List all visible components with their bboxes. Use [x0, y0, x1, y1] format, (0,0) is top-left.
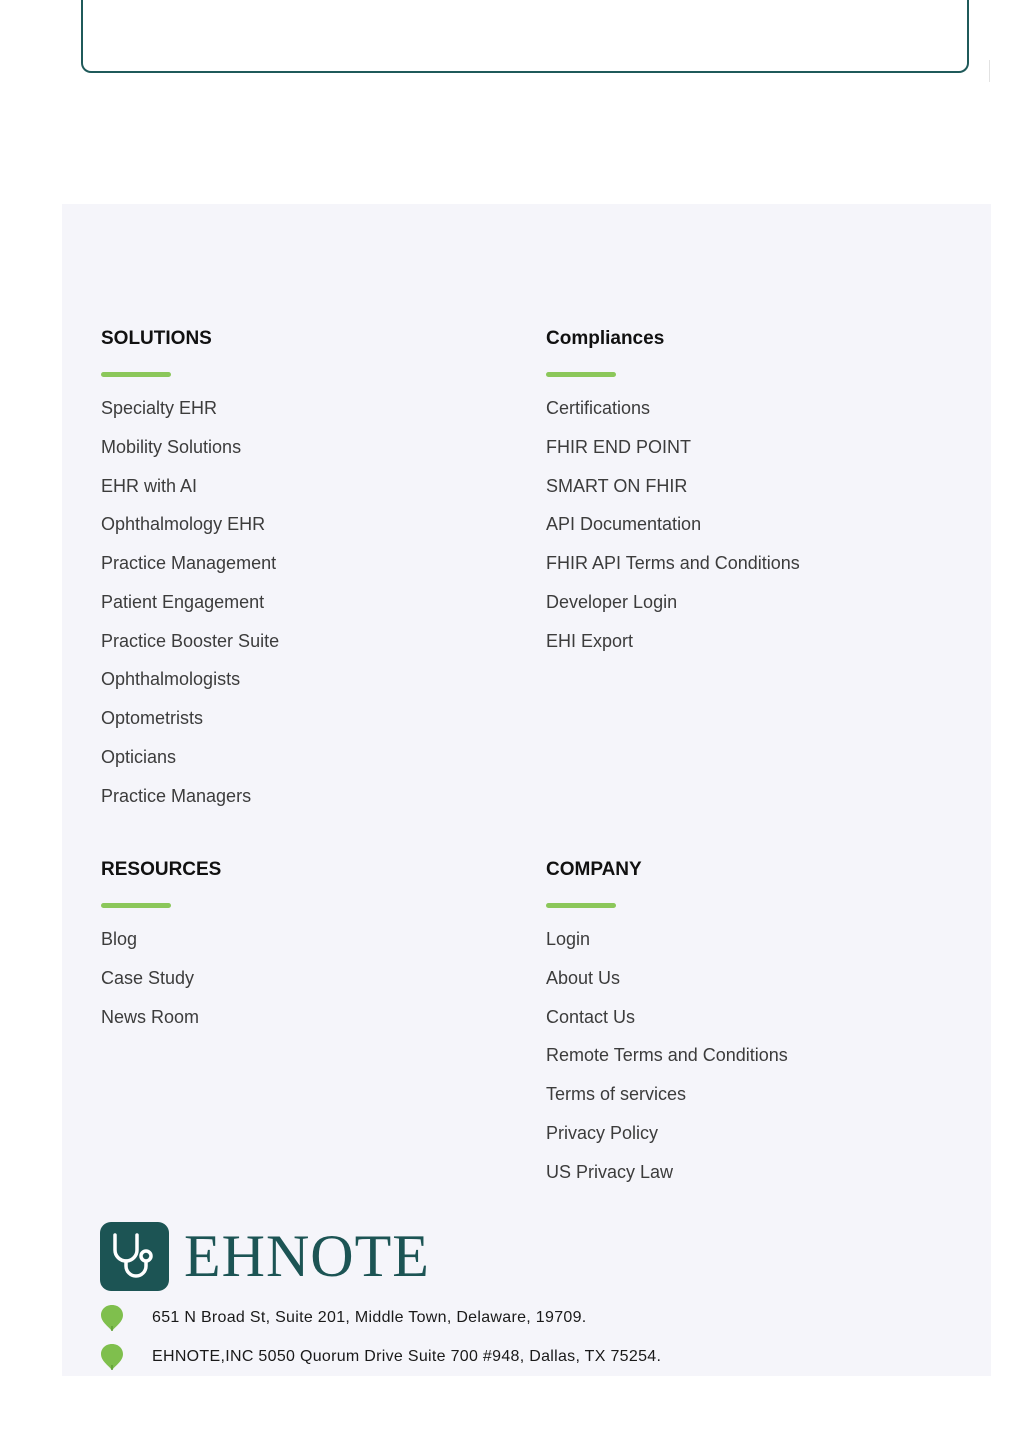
- solutions-link[interactable]: Optometrists: [101, 708, 204, 728]
- list-item: [546, 552, 800, 591]
- list-item: [101, 668, 279, 707]
- ehnote-logo[interactable]: [100, 1222, 430, 1291]
- solutions-link[interactable]: Practice Management: [101, 553, 277, 573]
- compliances-section: [546, 328, 800, 668]
- list-item: [546, 591, 800, 630]
- list-item: [546, 967, 788, 1006]
- company-link[interactable]: Terms of services: [546, 1084, 687, 1104]
- resources-link[interactable]: Blog: [101, 929, 138, 949]
- list-item: [101, 552, 279, 591]
- company-heading: COMPANY: [546, 859, 642, 880]
- list-item: [546, 397, 800, 436]
- resources-section: [101, 859, 221, 1044]
- brand-name: EHNOTE: [184, 1223, 430, 1289]
- solutions-link[interactable]: Ophthalmology EHR: [101, 514, 266, 535]
- list-item: [546, 1044, 788, 1083]
- compliances-link[interactable]: FHIR API Terms and Conditions: [546, 553, 800, 573]
- company-link[interactable]: Contact Us: [546, 1006, 636, 1027]
- list-item: [546, 513, 800, 552]
- list-item: [101, 475, 279, 514]
- list-item: [546, 1122, 788, 1161]
- compliances-link[interactable]: Certifications: [546, 398, 651, 418]
- map-pin-icon: [100, 1304, 124, 1332]
- stethoscope-icon: [100, 1222, 169, 1291]
- solutions-link[interactable]: Practice Booster Suite: [101, 630, 280, 651]
- company-list: [546, 928, 788, 1199]
- company-link[interactable]: Login: [546, 929, 591, 949]
- solutions-link[interactable]: Specialty EHR: [101, 398, 218, 418]
- company-link[interactable]: Privacy Policy: [546, 1122, 659, 1143]
- resources-link[interactable]: Case Study: [101, 967, 195, 988]
- heading-underline: [546, 372, 616, 377]
- heading-underline: [546, 903, 616, 908]
- divider: [989, 60, 990, 82]
- list-item: [546, 436, 800, 475]
- list-item: [101, 707, 279, 746]
- solutions-list: [101, 397, 279, 823]
- solutions-link[interactable]: EHR with AI: [101, 475, 198, 496]
- list-item: [101, 928, 221, 967]
- list-item: [546, 1161, 788, 1200]
- company-link[interactable]: US Privacy Law: [546, 1161, 674, 1182]
- list-item: [101, 630, 279, 669]
- compliances-link[interactable]: EHI Export: [546, 630, 634, 651]
- address-text: 651 N Broad St, Suite 201, Middle Town, Delaware, 19709.: [152, 1309, 587, 1326]
- solutions-link[interactable]: Patient Engagement: [101, 591, 265, 612]
- solutions-link[interactable]: Mobility Solutions: [101, 436, 242, 457]
- list-item: [101, 746, 279, 785]
- resources-link[interactable]: News Room: [101, 1006, 200, 1027]
- address-text: EHNOTE,INC 5050 Quorum Drive Suite 700 #948, Dallas, TX 75254.: [152, 1348, 662, 1365]
- compliances-link[interactable]: Developer Login: [546, 591, 678, 612]
- map-pin-icon: [100, 1343, 124, 1371]
- solutions-link[interactable]: Opticians: [101, 746, 177, 767]
- address-line: [100, 1343, 661, 1371]
- list-item: [546, 928, 788, 967]
- list-item: [101, 591, 279, 630]
- solutions-link[interactable]: Ophthalmologists: [101, 669, 241, 690]
- solutions-link[interactable]: Practice Managers: [101, 785, 252, 806]
- compliances-link[interactable]: API Documentation: [546, 514, 702, 535]
- list-item: [546, 630, 800, 669]
- list-item: [101, 785, 279, 824]
- company-section: [546, 859, 788, 1199]
- list-item: [101, 967, 221, 1006]
- site-footer: [62, 204, 991, 1376]
- list-item: [546, 1083, 788, 1122]
- address-line: [100, 1304, 587, 1332]
- list-item: [546, 475, 800, 514]
- list-item: [101, 1006, 221, 1045]
- resources-list: [101, 928, 221, 1044]
- compliances-list: [546, 397, 800, 668]
- list-item: [546, 1006, 788, 1045]
- list-item: [101, 397, 279, 436]
- top-card-outline: [81, 0, 969, 73]
- resources-heading: RESOURCES: [101, 859, 222, 880]
- company-link[interactable]: Remote Terms and Conditions: [546, 1045, 788, 1066]
- heading-underline: [101, 372, 171, 377]
- company-link[interactable]: About Us: [546, 967, 621, 988]
- compliances-link[interactable]: FHIR END POINT: [546, 436, 692, 457]
- compliances-heading: Compliances: [546, 328, 665, 349]
- list-item: [101, 436, 279, 475]
- compliances-link[interactable]: SMART ON FHIR: [546, 475, 688, 496]
- list-item: [101, 513, 279, 552]
- solutions-heading: SOLUTIONS: [101, 328, 212, 349]
- solutions-section: [101, 328, 279, 823]
- heading-underline: [101, 903, 171, 908]
